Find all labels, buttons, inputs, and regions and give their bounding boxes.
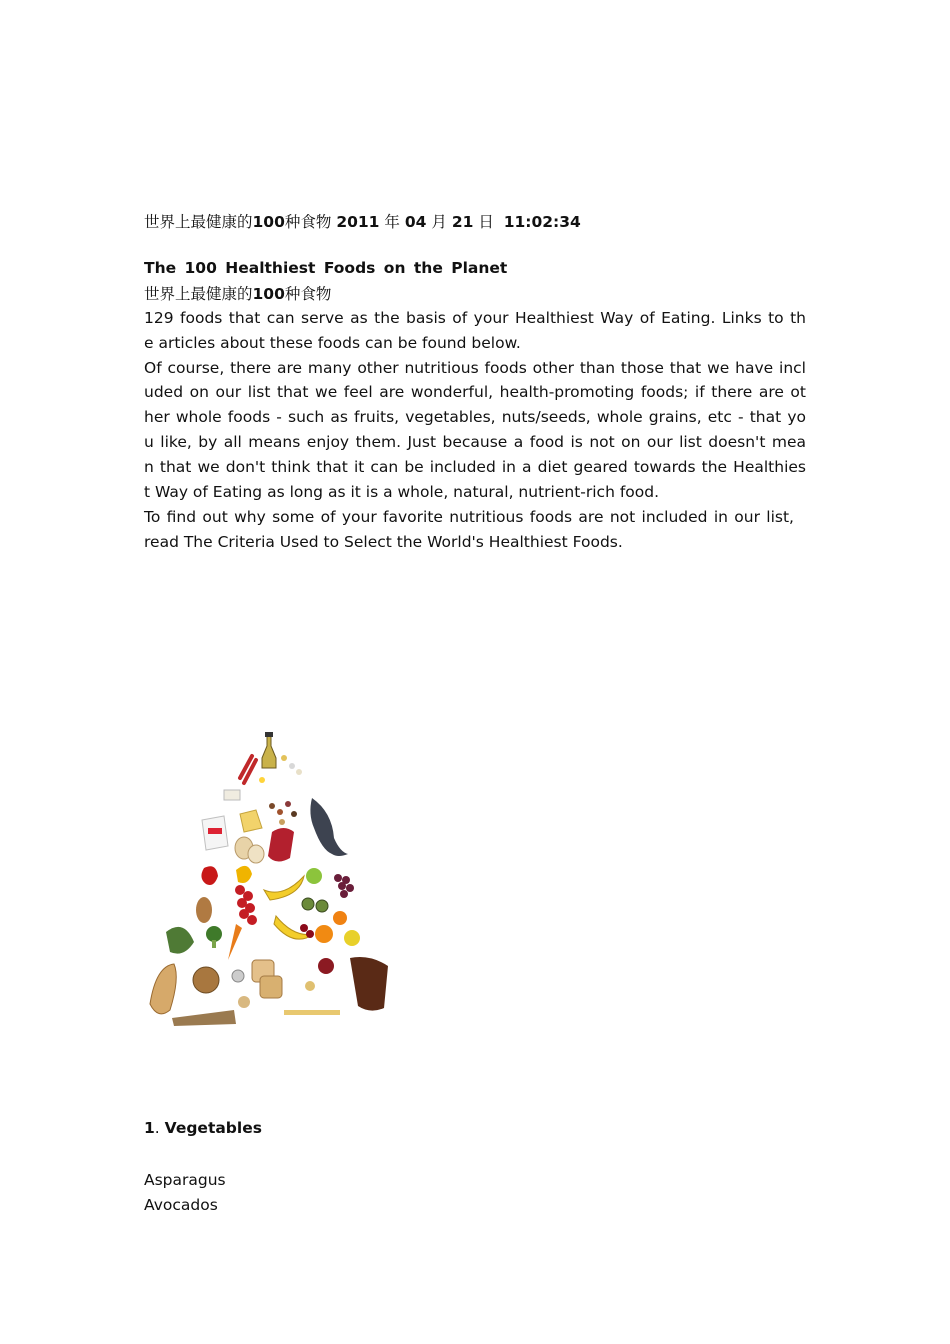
header-month: 04 (404, 213, 427, 231)
header-day-char: 日 (478, 213, 494, 231)
header-month-char: 月 (431, 213, 447, 231)
list-item: Avocados (144, 1196, 218, 1214)
header-time: 11:02:34 (503, 213, 581, 231)
paragraph-2-line-2: uded on our list that we feel are wonderful, health-promoting foods; if there are ot (144, 383, 806, 401)
paragraph-2-line-1: Of course, there are many other nutritious foods other than those that we have incl (144, 359, 806, 377)
header-zh-foods: 种食物 (284, 213, 332, 231)
paragraph-2-line-3: her whole foods - such as fruits, vegetables, nuts/seeds, whole grains, etc - that yo (144, 408, 806, 426)
paragraph-3-line-2: read The Criteria Used to Select the World's Healthiest Foods. (144, 533, 623, 551)
section-title: Vegetables (164, 1119, 262, 1137)
subtitle-number: 100 (252, 285, 285, 303)
subtitle-zh-b: 种食物 (284, 285, 332, 303)
section-number: 1 (144, 1119, 155, 1137)
section-separator: . (154, 1119, 160, 1137)
header-number: 100 (252, 213, 285, 231)
article-heading-text: The 100 Healthiest Foods on the Planet (144, 259, 508, 277)
header-year-char: 年 (384, 213, 400, 231)
header-zh-title: 世界上最健康的 (144, 213, 253, 231)
section-heading-vegetables (144, 1118, 262, 1138)
header-year: 2011 (336, 213, 380, 231)
list-item: Asparagus (144, 1171, 226, 1189)
paragraph-3-line-1: To find out why some of your favorite nutritious foods are not included in our list, (144, 508, 794, 526)
paragraph-1-line-2: e articles about these foods can be found below. (144, 334, 521, 352)
paragraph-2-line-6: t Way of Eating as long as it is a whole, natural, nutrient-rich food. (144, 483, 660, 501)
paragraph-2-line-4: u like, by all means enjoy them. Just because a food is not on our list doesn't mea (144, 433, 806, 451)
paragraph-2-line-5: n that we don't think that it can be included in a diet geared towards the Healthies (144, 458, 806, 476)
article-heading (144, 258, 507, 278)
food-pyramid-image (144, 728, 394, 1028)
subtitle-zh-a: 世界上最健康的 (144, 285, 253, 303)
paragraph-1-line-1: 129 foods that can serve as the basis of your Healthiest Way of Eating. Links to th (144, 309, 806, 327)
article-subtitle (144, 284, 331, 304)
header-day: 21 (451, 213, 474, 231)
document-header (144, 212, 581, 232)
